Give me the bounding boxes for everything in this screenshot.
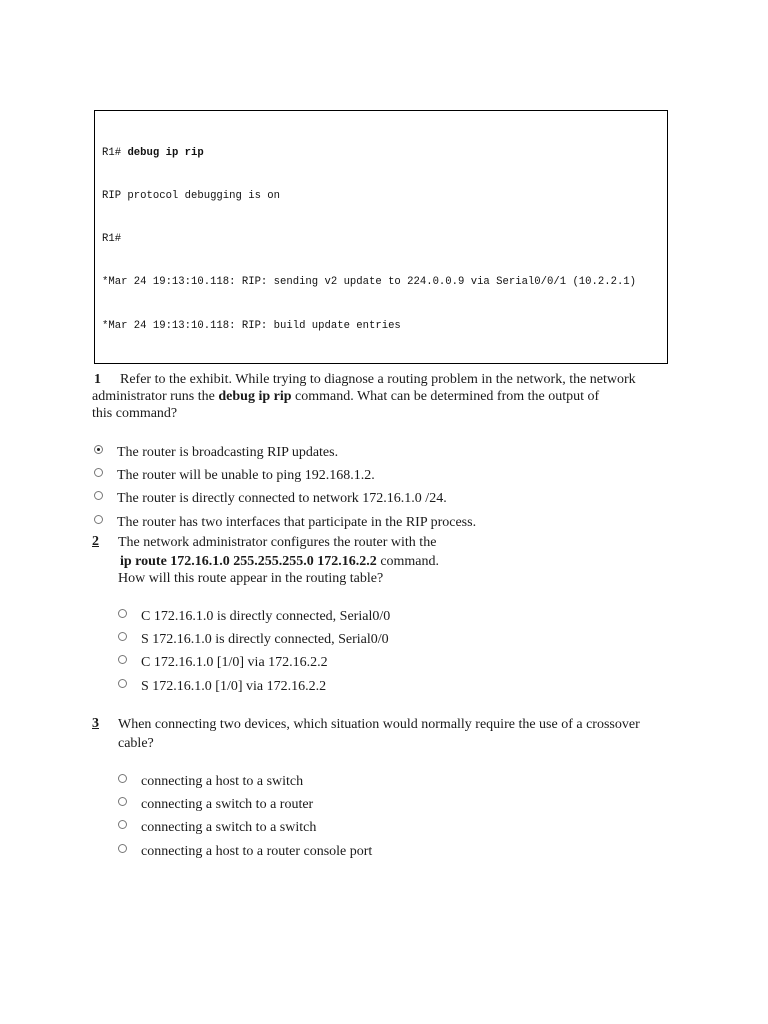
option-label: The router will be unable to ping 192.168.1.2. (117, 468, 375, 483)
radio-icon[interactable] (118, 774, 127, 783)
question-3-option[interactable] (118, 819, 316, 836)
option-label: C 172.16.1.0 [1/0] via 172.16.2.2 (141, 655, 328, 670)
question-2-line2 (120, 553, 439, 570)
question-1-command: debug ip rip (218, 389, 292, 404)
question-2-line3: How will this route appear in the routing table? (118, 571, 384, 586)
option-label: connecting a host to a switch (141, 774, 304, 789)
radio-icon[interactable] (118, 655, 127, 664)
radio-checked-icon[interactable] (94, 445, 103, 454)
question-1-option[interactable] (94, 467, 375, 484)
radio-icon[interactable] (94, 515, 103, 524)
option-label: connecting a switch to a router (141, 797, 314, 812)
question-2-option[interactable] (118, 654, 328, 671)
question-1-number: 1 (94, 372, 101, 387)
question-3-option[interactable] (118, 796, 313, 813)
radio-icon[interactable] (94, 468, 103, 477)
question-3-line2: cable? (118, 736, 154, 751)
option-label: connecting a host to a router console port (141, 844, 373, 859)
question-3-option[interactable] (118, 843, 372, 860)
question-1-text (92, 371, 702, 405)
question-2-line1: The network administrator configures the router with the (118, 535, 437, 550)
question-1-text-part2: command. What can be determined from the output of (291, 389, 600, 404)
question-1-option[interactable] (94, 444, 338, 461)
question-2-line2-rest: command. (376, 554, 440, 569)
radio-icon[interactable] (118, 632, 127, 641)
exhibit-line: R1# debug ip rip (102, 146, 204, 159)
question-1-option[interactable] (94, 490, 447, 507)
question-2-option[interactable] (118, 678, 326, 695)
exhibit-line: RIP protocol debugging is on (102, 190, 281, 203)
question-2-option[interactable] (118, 631, 389, 648)
exhibit-cli-output (94, 110, 668, 364)
question-3-line1: When connecting two devices, which situation would normally require the use of a crossover (118, 717, 640, 732)
question-1-option[interactable] (94, 514, 476, 531)
option-label: The router is directly connected to network 172.16.1.0 /24. (117, 491, 447, 506)
option-label: S 172.16.1.0 [1/0] via 172.16.2.2 (141, 679, 327, 694)
option-label: connecting a switch to a switch (141, 820, 317, 835)
question-3-number: 3 (92, 716, 99, 731)
question-2-command: ip route 172.16.1.0 255.255.255.0 172.16.2.2 (120, 554, 377, 569)
question-1-text-part1: Refer to the exhibit. While trying to diagnose a routing problem in the network, the network administrator runs the (92, 372, 636, 404)
radio-icon[interactable] (118, 609, 127, 618)
radio-icon[interactable] (118, 820, 127, 829)
option-label: The router is broadcasting RIP updates. (117, 445, 339, 460)
exhibit-line (102, 362, 667, 364)
radio-icon[interactable] (94, 491, 103, 500)
exhibit-line: *Mar 24 19:13:10.118: RIP: build update entries (102, 319, 401, 332)
question-2-option[interactable] (118, 608, 390, 625)
exhibit-line: R1# (102, 233, 122, 246)
question-1-text-line3: this command? (92, 406, 178, 421)
radio-icon[interactable] (118, 679, 127, 688)
exhibit-line: *Mar 24 19:13:10.118: RIP: sending v2 update to 224.0.0.9 via Serial0/0/1 (10.2.2.1) (102, 276, 637, 289)
option-label: The router has two interfaces that participate in the RIP process. (117, 515, 477, 530)
radio-icon[interactable] (118, 844, 127, 853)
option-label: C 172.16.1.0 is directly connected, Serial0/0 (141, 609, 391, 624)
option-label: S 172.16.1.0 is directly connected, Serial0/0 (141, 632, 389, 647)
question-2-number: 2 (92, 534, 99, 549)
radio-icon[interactable] (118, 797, 127, 806)
question-3-option[interactable] (118, 773, 303, 790)
